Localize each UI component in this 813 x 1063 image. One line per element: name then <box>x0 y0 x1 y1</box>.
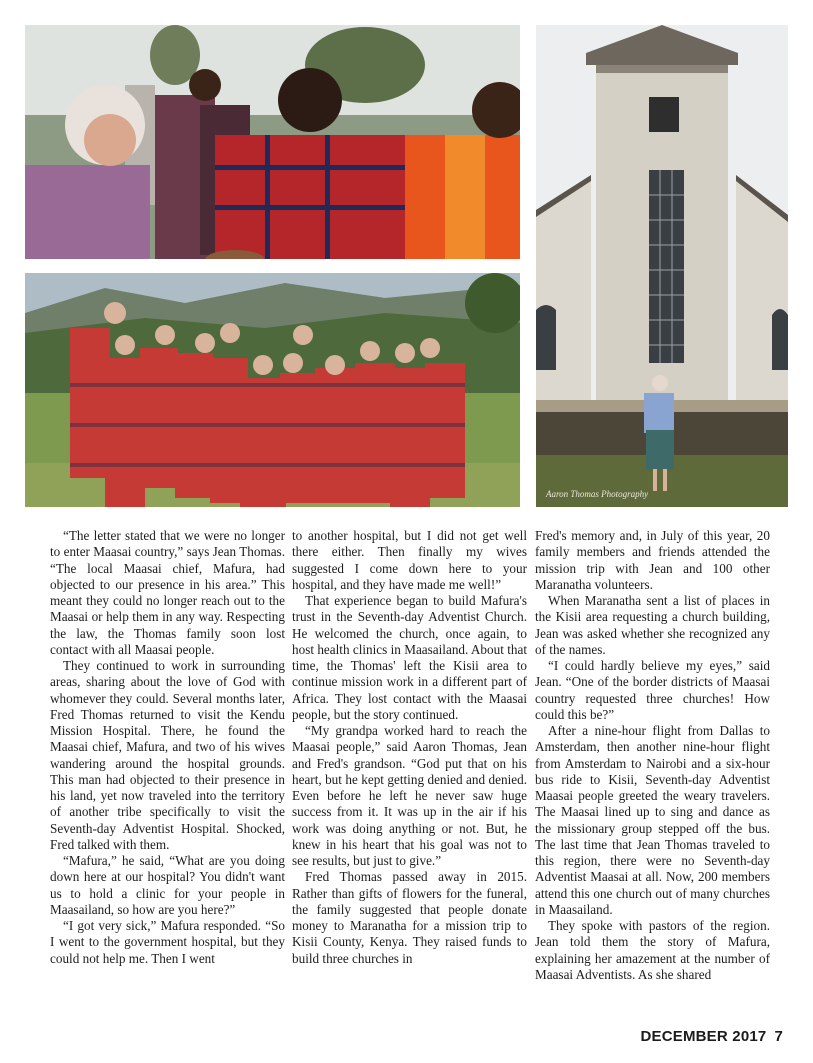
paragraph: When Maranatha sent a list of places in the Kisii area requesting a church building, Jean was asked whether she recognized any of the names. <box>535 593 770 657</box>
photo-group <box>25 273 520 507</box>
photo-credit: Aaron Thomas Photography <box>546 489 649 499</box>
page-number: 7 <box>774 1028 783 1045</box>
paragraph: “The letter stated that we were no longer to enter Maasai country,” says Jean Thomas. “The local Maasai chief, Mafura, had objected to our presence in his area.” This meant they could no longer reach out to the Maasai or help them in any way. Respecting the law, the Thomas family soon lost contact with all Maasai people. <box>50 528 285 657</box>
issue-date: DECEMBER 2017 <box>640 1028 767 1045</box>
paragraph: to another hospital, but I did not get well there either. Then finally my wives suggested I come down here to your hospital, and they have made me well!” <box>292 528 527 592</box>
article-column-2 <box>292 528 527 1015</box>
paragraph: Fred's memory and, in July of this year, 20 family members and friends attended the mission trip with Jean and 100 other Maranatha volunteers. <box>535 528 770 592</box>
paragraph: That experience began to build Mafura's trust in the Seventh-day Adventist Church. He welcomed the church, once again, to host health clinics in Maasailand. About that time, the Thomas' left the Kisii area to continue mission work in a different part of Africa. They lost contact with the Maasai people, but the story continued. <box>292 593 527 722</box>
paragraph: “My grandpa worked hard to reach the Maasai people,” said Aaron Thomas, Jean and Fred's grandson. “God put that on his heart, but he kept getting denied and denied. Even before he left he never saw huge success from it. It was up in the air if his work was doing anything or not. But, he knew in his heart that his goal was not to see results, but just to give.” <box>292 723 527 868</box>
paragraph: Fred Thomas passed away in 2015. Rather than gifts of flowers for the funeral, the family suggested that people donate money to Maranatha for a mission trip to Kisii County, Kenya. They raised funds to build three churches in <box>292 869 527 966</box>
paragraph: “I could hardly believe my eyes,” said Jean. “One of the border districts of Maasai country requested three churches! How could this be?” <box>535 658 770 722</box>
church-photo-illustration <box>536 25 788 507</box>
paragraph: “Mafura,” he said, “What are you doing down here at our hospital? You didn't want us to hold a clinic for your people in Maasailand, so how are you here?” <box>50 853 285 917</box>
paragraph: “I got very sick,” Mafura responded. “So I went to the government hospital, but they could not help me. Then I went <box>50 918 285 966</box>
paragraph: They spoke with pastors of the region. Jean told them the story of Mafura, explaining her amazement at the number of Maasai Adventists. As she shared <box>535 918 770 982</box>
article-column-1 <box>50 528 285 1015</box>
paragraph: After a nine-hour flight from Dallas to Amsterdam, then another nine-hour flight from Amsterdam to Nairobi and a six-hour bus ride to Kisii, Seventh-day Adventist Maasai people greeted the weary travelers. The Maasai lined up to sing and dance as the missionary group stepped off the bus. The last time that Jean Thomas traveled to this region, there were no Seventh-day Adventist Maasai at all. Now, 200 members attend this one church out of many churches in Maasailand. <box>535 723 770 917</box>
article-column-3 <box>535 528 770 1015</box>
page-footer <box>640 1028 783 1045</box>
paragraph: They continued to work in surrounding areas, sharing about the love of God with whomever they could. Several months later, Fred Thomas returned to visit the Kendu Mission Hospital. There, he found the Maasai chief, Mafura, and two of his wives wandering around the hospital grounds. This man had objected to their presence in his land, yet now traveled into the territory of another tribe specifically to visit the Seventh-day Adventist Hospital. Shocked, Fred talked with them. <box>50 658 285 852</box>
group-photo-illustration <box>25 273 520 507</box>
photo-church <box>536 25 788 507</box>
greeting-photo-illustration <box>25 25 520 259</box>
photo-greeting <box>25 25 520 259</box>
